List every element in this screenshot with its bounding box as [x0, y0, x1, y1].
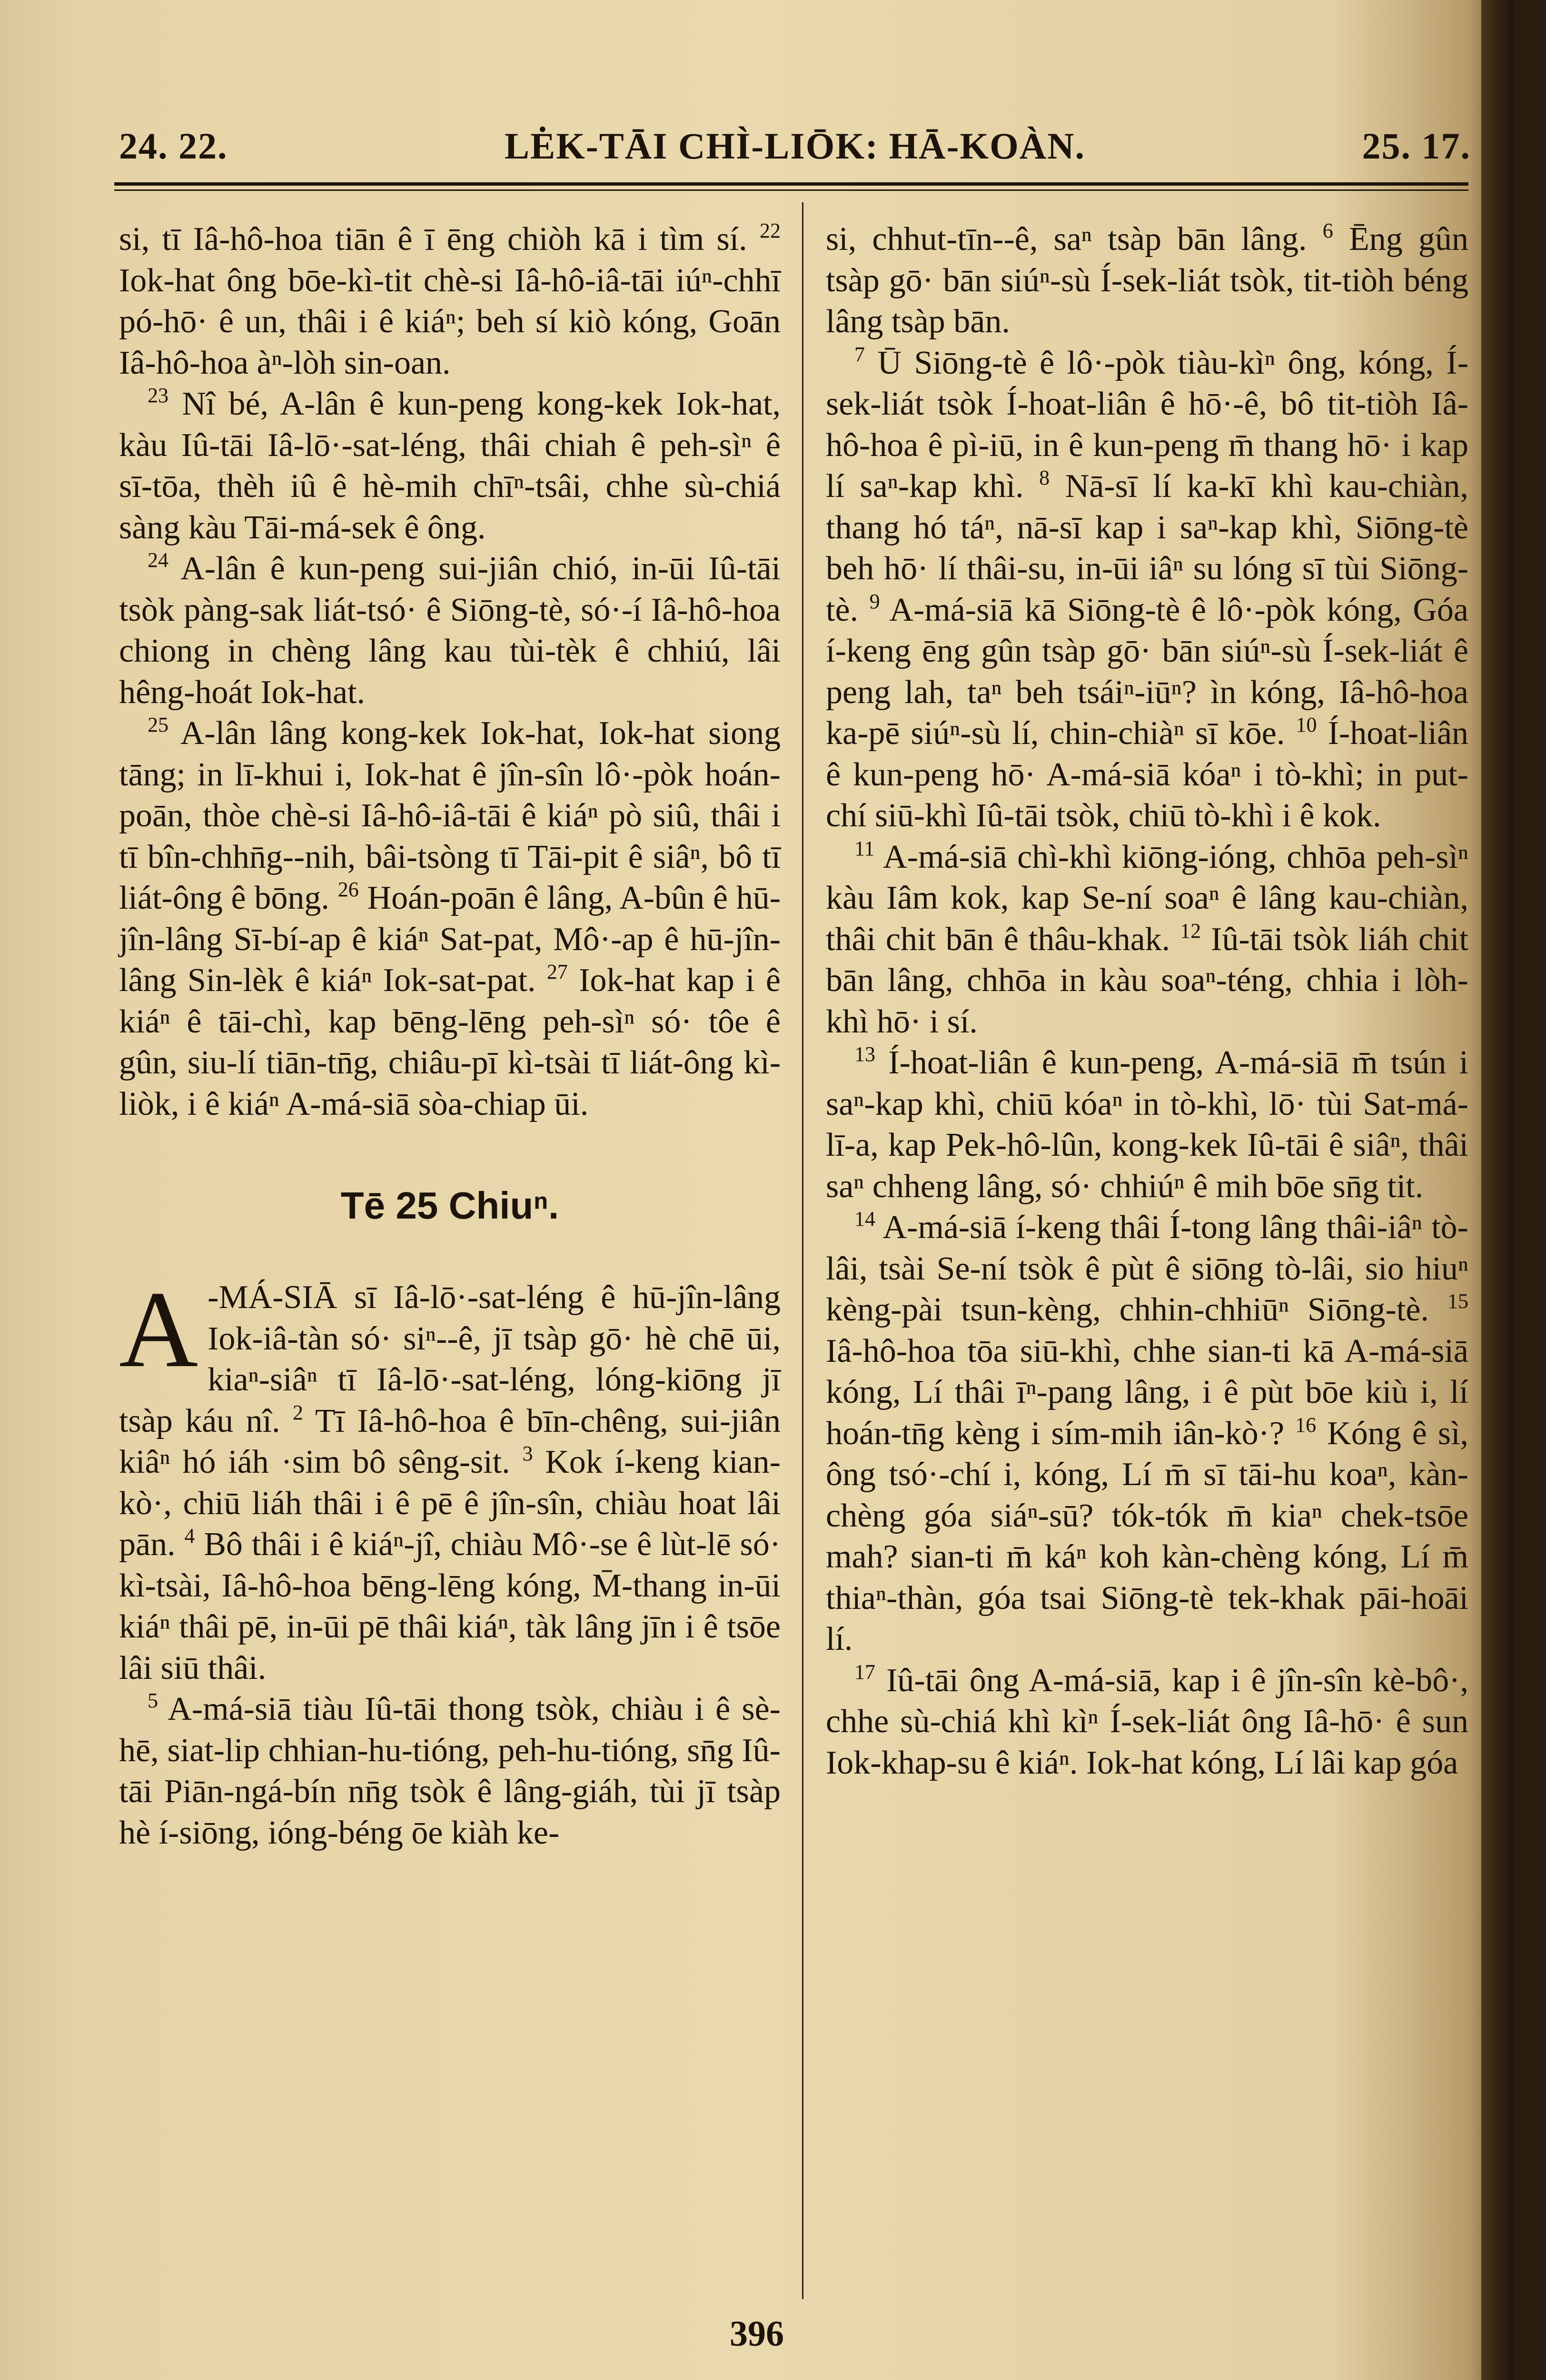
verse-text: Ēng gûn tsàp gō· bān siúⁿ-sù Í-sek-liát tsòk, tit-tiòh béng lâng tsàp bān.: [826, 221, 1469, 340]
verse-number: 9: [869, 589, 880, 613]
paragraph: [826, 1042, 1468, 1207]
verse-number: 11: [854, 836, 875, 860]
drop-cap: A: [119, 1269, 198, 1390]
verse-text: A-má-siā kā Siōng-tè ê lô·-pòk kóng, Góa í-keng ēng gûn tsàp gō· bān siúⁿ-sù Í-sek-liát ê peng lah, taⁿ beh tsáiⁿ-iūⁿ? ìn kóng, Iâ-hô-hoa ka-pē siúⁿ-sù lí, chin-chiàⁿ sī kōe.: [826, 591, 1468, 752]
verse-text: -MÁ-SIĀ: [208, 1279, 337, 1316]
book-spine: [1481, 0, 1514, 2380]
verse-text: A-má-siā tiàu Iû-tāi thong tsòk, chiàu i ê sè-hē, siat-lip chhian-hu-tióng, peh-hu-tióng, sn̄g Iû-tāi Piān-ngá-bín nn̄g tsòk ê lâng-giáh, tùi jī tsàp hè í-siōng, ióng-béng ōe kiàh ke-: [119, 1691, 781, 1851]
paragraph: [119, 1689, 781, 1854]
verse-number: 12: [1180, 919, 1201, 942]
verse-number: 26: [337, 878, 359, 901]
verse-text: Bô thâi i ê kiáⁿ-jî, chiàu Mô·-se ê lùt-lē só· kì-tsài, Iâ-hô-hoa bēng-lēng kóng, M̄-thang in-ūi kiáⁿ thâi pē, in-ūi pē thâi kiáⁿ, tàk lâng jīn i ê tsōe lâi siū thâi.: [119, 1526, 781, 1686]
paragraph: [826, 1660, 1468, 1784]
column-divider: [802, 202, 803, 2299]
verse-text: si, tī Iâ-hô-hoa tiān ê ī ēng chiòh kā i tìm sí.: [119, 221, 747, 258]
verse-number: 24: [148, 548, 168, 572]
header-left-reference: 24. 22.: [119, 125, 228, 167]
verse-number: 25: [148, 713, 168, 736]
verse-number: 2: [292, 1400, 303, 1424]
left-column: [119, 219, 781, 1854]
verse-number: 8: [1039, 466, 1050, 489]
verse-text: sī Iâ-lō·-sat-léng ê hū-jîn-lâng Iok-iâ-tàn só· siⁿ--ê, jī tsàp gō· hè chē ūi, kiaⁿ-siâⁿ tī Iâ-lō·-sat-léng, lóng-kiōng jī tsàp káu nî.: [119, 1279, 781, 1439]
verse-number: 22: [760, 219, 781, 242]
verse-number: 4: [184, 1524, 195, 1547]
verse-number: 23: [148, 384, 168, 407]
page-number: 396: [730, 2314, 784, 2354]
verse-text: si, chhut-tīn--ê, saⁿ tsàp bān lâng.: [826, 221, 1307, 258]
right-column: [826, 219, 1468, 1784]
verse-text: A-má-siā chì-khì kiōng-ióng, chhōa peh-sìⁿ kàu Iâm kok, kap Se-ní soaⁿ ê lâng kau-chiàn, thâi chit bān ê thâu-khak.: [826, 838, 1469, 958]
paragraph: [119, 548, 781, 713]
verse-number: 6: [1322, 219, 1333, 242]
verse-number: 10: [1296, 713, 1317, 736]
paragraph: [826, 219, 1468, 343]
paragraph: [826, 343, 1468, 837]
verse-text: A-lân ê kun-peng sui-jiân chió, in-ūi Iû-tāi tsòk pàng-sak liát-tsó· ê Siōng-tè, só·-í Iâ-hô-hoa chiong in chèng lâng kau tùi-tèk ê chhiú, lâi hêng-hoát Iok-hat.: [119, 550, 781, 711]
paragraph: [119, 1269, 781, 1689]
verse-text: Kok í-keng kian-kò·, chiū liáh thâi i ê pē ê jîn-sîn, chiàu hoat lâi pān.: [119, 1444, 781, 1563]
verse-text: Kóng ê sì, ông tsó·-chí i, kóng, Lí m̄ sī tāi-hu koaⁿ, kàn-chèng góa siáⁿ-sū? tók-tók m̄ kiaⁿ chek-tsōe mah? sian-ti m̄ káⁿ koh kàn-chèng kóng, Lí m̄ thiaⁿ-thàn, góa tsai Siōng-tè tek-khak pāi-hoāi lí.: [826, 1415, 1469, 1657]
verse-text: Iok-hat kap i ê kiáⁿ ê tāi-chì, kap bēng-lēng peh-sìⁿ só· tôe ê gûn, siu-lí tiān-tn̄g, chiâu-pī kì-tsài tī liát-ông kì-liòk, i ê kiáⁿ A-má-siā sòa-chiap ūi.: [119, 962, 781, 1122]
verse-text: Iok-hat ông bōe-kì-tit chè-si Iâ-hô-iâ-tāi iúⁿ-chhī pó-hō· ê un, thâi i ê kiáⁿ; beh sí kiò kóng, Goān Iâ-hô-hoa àⁿ-lòh sin-oan.: [119, 262, 781, 381]
chapter-heading: Tē 25 Chiuⁿ.: [340, 1184, 559, 1227]
verse-number: 14: [854, 1207, 875, 1230]
verse-text: Í-hoat-liân ê kun-peng, A-má-siā m̄ tsún i saⁿ-kap khì, chiū kóaⁿ in tò-khì, lō· tùi Sat-má-lī-a, kap Pek-hô-lûn, kong-kek Iû-tāi ê siâⁿ, thâi saⁿ chheng lâng, só· chhiúⁿ ê mih bōe sn̄g tit.: [826, 1044, 1469, 1205]
paragraph: [826, 1207, 1468, 1660]
verse-number: 7: [854, 342, 865, 366]
verse-number: 3: [522, 1442, 533, 1465]
paragraph: [826, 837, 1468, 1043]
verse-text: Iû-tāi tsòk liáh chit bān lâng, chhōa in kàu soaⁿ-téng, chhia i lòh-khì hō· i sí.: [826, 921, 1469, 1040]
running-head: [119, 125, 1471, 182]
header-right-reference: 25. 17.: [1362, 125, 1471, 167]
verse-text: A-lân lâng kong-kek Iok-hat, Iok-hat siong tāng; in lī-khui i, Iok-hat ê jîn-sîn lô·-pòk hoán-poān, thòe chè-si Iâ-hô-iâ-tāi ê kiáⁿ pò siû, thâi i tī bîn-chhn̄g--nih, bâi-tsòng tī Tāi-pit ê siâⁿ, bô tī liát-ông ê bōng.: [119, 715, 781, 916]
paragraph: [119, 384, 781, 548]
verse-number: 13: [854, 1042, 875, 1066]
verse-number: 15: [1447, 1289, 1468, 1313]
verse-number: 16: [1295, 1413, 1317, 1437]
header-title: LĖK-TĀI CHÌ-LIŌK: HĀ-KOÀN.: [505, 125, 1085, 167]
header-rule-thick: [114, 182, 1468, 186]
verse-text: Iâ-hô-hoa tōa siū-khì, chhe sian-ti kā A-má-siā kóng, Lí thâi īⁿ-pang lâng, i ê pùt bōe kiù i, lí hoán-tn̄g kèng i sím-mih iân-kò·?: [826, 1332, 1468, 1452]
verse-text: Í-hoat-liân ê kun-peng hō· A-má-siā kóaⁿ i tò-khì; in put-chí siū-khì Iû-tāi tsòk, chiū tò-khì i ê kok.: [826, 715, 1469, 834]
paragraph: [119, 219, 781, 384]
verse-text: Hoán-poān ê lâng, A-bûn ê hū-jîn-lâng Sī-bí-ap ê kiáⁿ Sat-pat, Mô·-ap ê hū-jîn-lâng Sin-lèk ê kiáⁿ Iok-sat-pat.: [119, 880, 781, 999]
header-rule-thin: [114, 189, 1468, 191]
verse-text: Iû-tāi ông A-má-siā, kap i ê jîn-sîn kè-bô·, chhe sù-chiá khì kìⁿ Í-sek-liát ông Iâ-hō· ê sun Iok-khap-su ê kiáⁿ. Iok-hat kóng, Lí lâi kap góa: [826, 1662, 1469, 1781]
verse-text: Nā-sī lí ka-kī khì kau-chiàn, thang hó táⁿ, nā-sī kap i saⁿ-kap khì, Siōng-tè beh hō· lí thâi-su, in-ūi iâⁿ su lóng sī tùi Siōng-tè.: [826, 468, 1469, 628]
verse-text: Tī Iâ-hô-hoa ê bīn-chêng, sui-jiân kiâⁿ hó iáh ·sim bô sêng-sit.: [119, 1402, 781, 1480]
verse-text: Ū Siōng-tè ê lô·-pòk tiàu-kìⁿ ông, kóng, Í-sek-liát tsòk Í-hoat-liân ê hō·-ê, bô tit-tiòh Iâ-hô-hoa ê pì-iū, in ê kun-peng m̄ thang hō· i kap lí saⁿ-kap khì.: [826, 344, 1468, 505]
verse-text: Nî bé, A-lân ê kun-peng kong-kek Iok-hat, kàu Iû-tāi Iâ-lō·-sat-léng, thâi chiah ê peh-sìⁿ ê sī-tōa, thèh iû ê hè-mih chīⁿ-tsâi, chhe sù-chiá sàng kàu Tāi-má-sek ê ông.: [119, 386, 781, 546]
verse-number: 5: [148, 1689, 158, 1712]
verse-number: 27: [546, 960, 568, 983]
verse-number: 17: [854, 1660, 875, 1684]
verse-text: A-má-siā í-keng thâi Í-tong lâng thâi-iâⁿ tò-lâi, tsài Se-ní tsòk ê pùt ê siōng tò-lâi, sio hiuⁿ kèng-pài tsun-kèng, chhin-chhiūⁿ Siōng-tè.: [826, 1209, 1468, 1328]
paragraph: [119, 713, 781, 1125]
